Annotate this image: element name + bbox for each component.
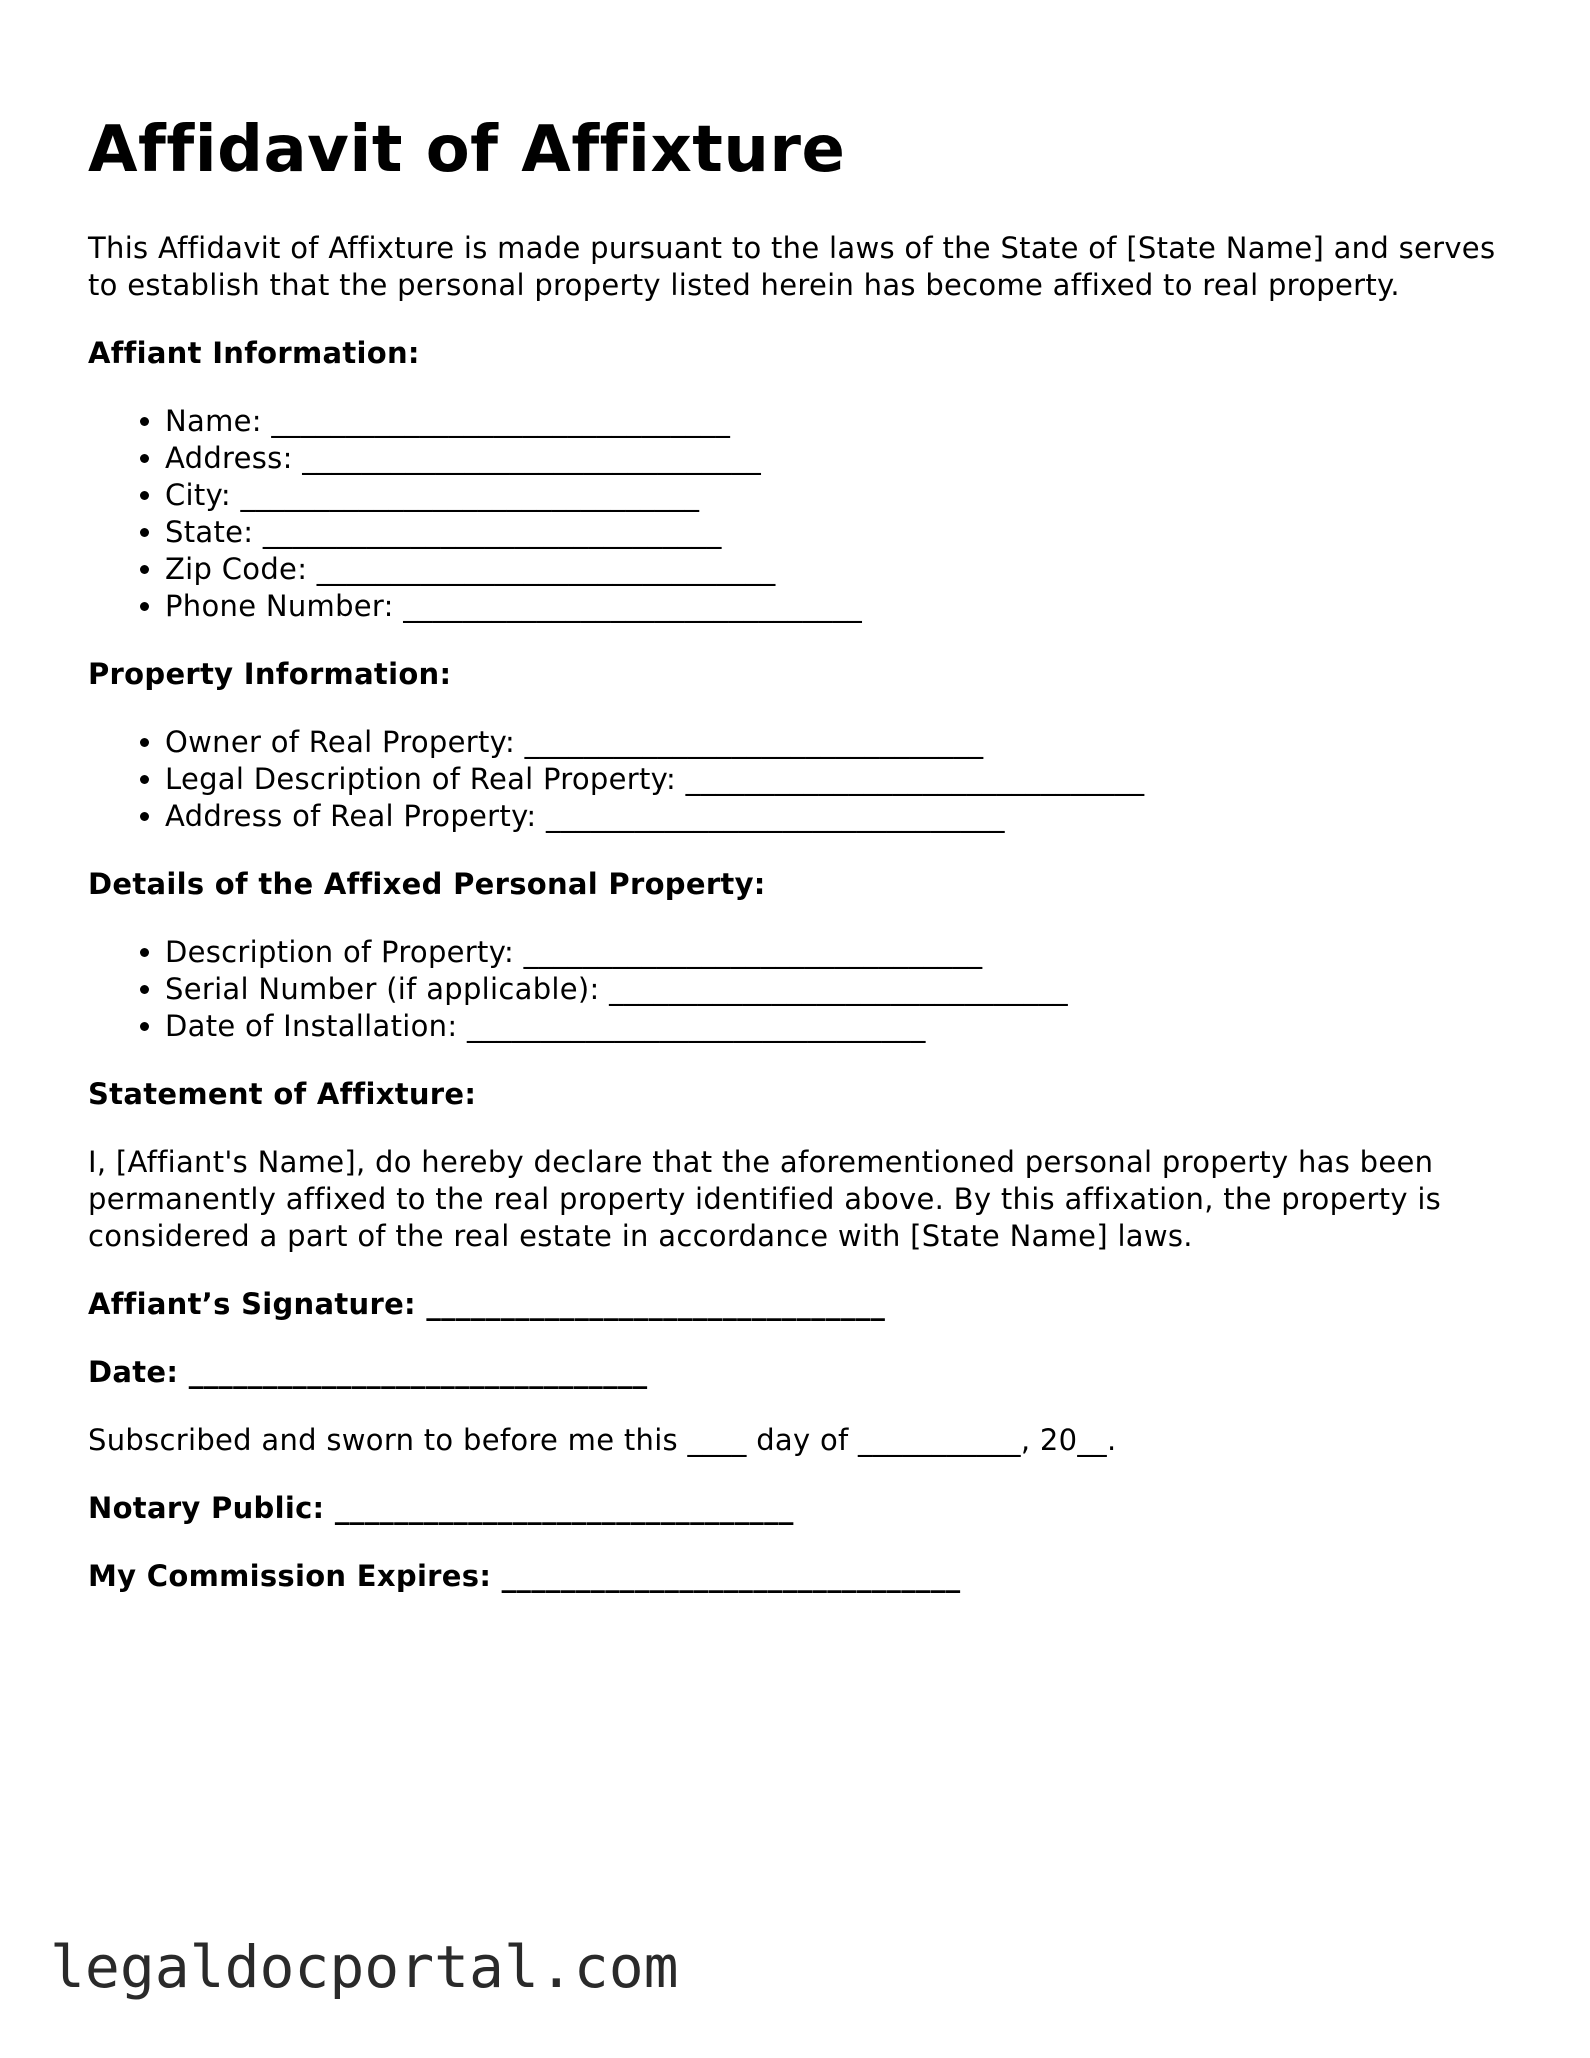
description-item (165, 934, 1508, 971)
commission-label: My Commission Expires: (88, 1559, 492, 1593)
name-blank[interactable]: _______________________________ (271, 404, 731, 438)
date-blank[interactable]: _______________________________ (188, 1355, 648, 1389)
commission-line (88, 1558, 1508, 1595)
affiant-address-item (165, 440, 1508, 477)
field-label: Address: (165, 441, 293, 475)
serial-number-blank[interactable]: _______________________________ (609, 972, 1068, 1006)
field-label: City: (165, 478, 231, 512)
affiant-list (88, 403, 1508, 625)
footer-watermark: legaldocportal.com (50, 1933, 679, 2001)
affiant-state-item (165, 514, 1508, 551)
state-blank[interactable]: _______________________________ (262, 515, 722, 549)
affiant-zip-item (165, 551, 1508, 588)
field-label: Serial Number (if applicable): (165, 972, 600, 1006)
statement-heading: Statement of Affixture: (88, 1077, 477, 1111)
notary-blank[interactable]: _______________________________ (334, 1491, 794, 1525)
intro-paragraph: This Affidavit of Affixture is made pursuant to the laws of the State of [State Name] and serves to establish that the personal property listed herein has become affixed to real property. (88, 231, 1496, 302)
commission-blank[interactable]: _______________________________ (501, 1559, 961, 1593)
notary-line (88, 1490, 1508, 1527)
owner-blank[interactable]: _______________________________ (524, 725, 984, 759)
zip-blank[interactable]: _______________________________ (316, 552, 776, 586)
document-page (88, 108, 1508, 1626)
field-label: Description of Property: (165, 935, 515, 969)
date-line (88, 1354, 1508, 1391)
phone-blank[interactable]: _______________________________ (403, 589, 863, 623)
signature-label: Affiant’s Signature: (88, 1287, 416, 1321)
notary-label: Notary Public: (88, 1491, 325, 1525)
field-label: Phone Number: (165, 589, 394, 623)
affiant-heading: Affiant Information: (88, 336, 420, 370)
field-label: Owner of Real Property: (165, 725, 516, 759)
signature-blank[interactable]: _______________________________ (426, 1287, 886, 1321)
field-label: Date of Installation: (165, 1009, 458, 1043)
description-blank[interactable]: _______________________________ (523, 935, 983, 969)
field-label: Legal Description of Real Property: (165, 762, 677, 796)
installation-date-item (165, 1008, 1508, 1045)
serial-number-item (165, 971, 1508, 1008)
installation-date-blank[interactable]: _______________________________ (466, 1009, 926, 1043)
field-label: Address of Real Property: (165, 799, 537, 833)
affiant-city-item (165, 477, 1508, 514)
legal-description-item (165, 761, 1508, 798)
signature-line (88, 1286, 1508, 1323)
property-list (88, 724, 1508, 835)
owner-item (165, 724, 1508, 761)
field-label: State: (165, 515, 254, 549)
document-title: Affidavit of Affixture (88, 113, 846, 187)
details-heading: Details of the Affixed Personal Property: (88, 867, 766, 901)
statement-paragraph: I, [Affiant's Name], do hereby declare that the aforementioned personal property has been permanently affixed to the real property identified above. By this affixation, the property is considered a part of the real estate in accordance with [State Name] laws. (88, 1145, 1442, 1253)
property-address-item (165, 798, 1508, 835)
property-address-blank[interactable]: _______________________________ (546, 799, 1005, 833)
field-label: Zip Code: (165, 552, 308, 586)
sworn-statement: Subscribed and sworn to before me this ____ day of ___________, 20__. (88, 1423, 1117, 1457)
affiant-phone-item (165, 588, 1508, 625)
field-label: Name: (165, 404, 262, 438)
details-list (88, 934, 1508, 1045)
city-blank[interactable]: _______________________________ (240, 478, 700, 512)
date-label: Date: (88, 1355, 179, 1389)
address-blank[interactable]: _______________________________ (302, 441, 762, 475)
affiant-name-item (165, 403, 1508, 440)
legal-description-blank[interactable]: _______________________________ (685, 762, 1145, 796)
property-heading: Property Information: (88, 657, 452, 691)
